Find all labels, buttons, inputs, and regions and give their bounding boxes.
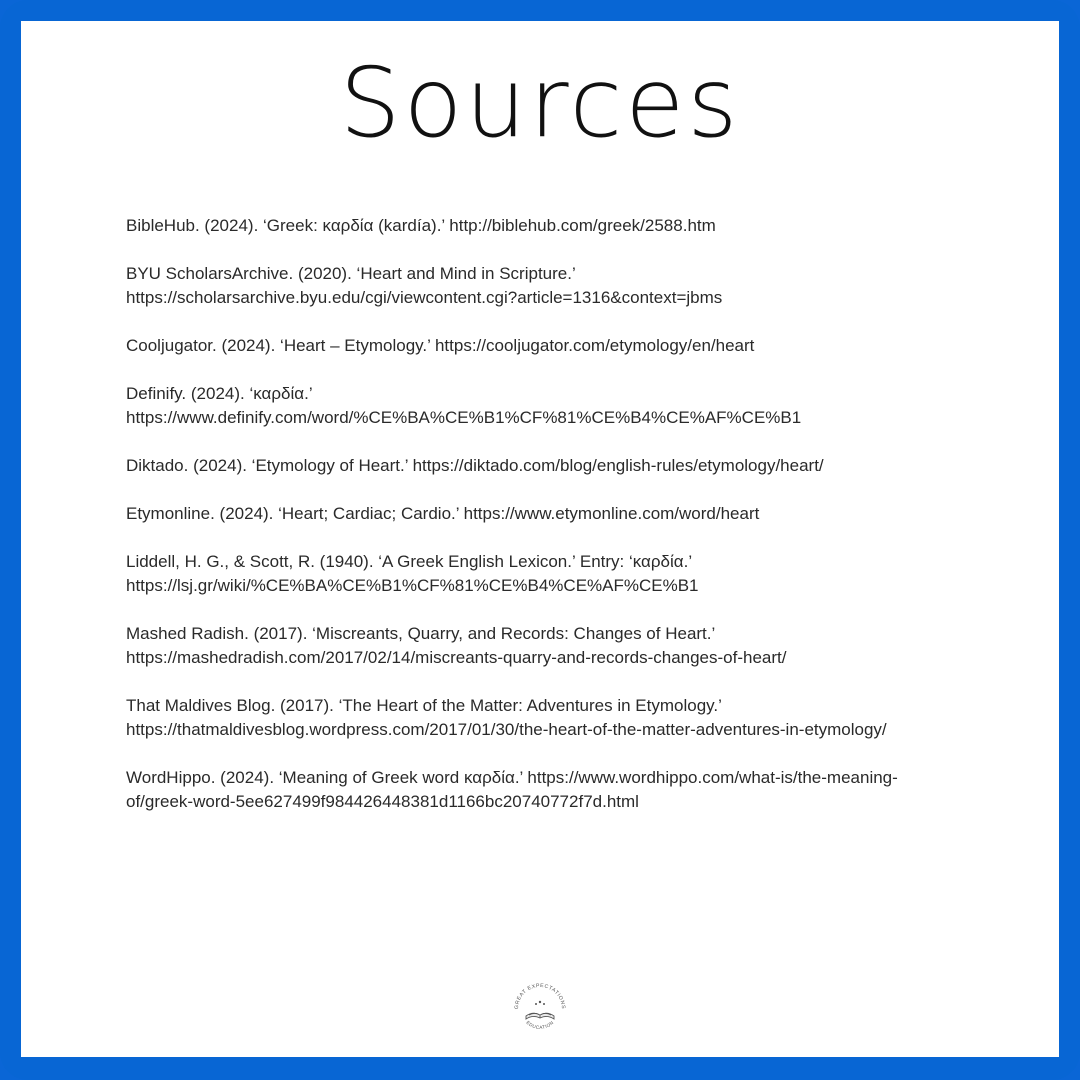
source-url[interactable]: https://lsj.gr/wiki/%CE%BA%CE%B1%CF%81%CE%B4%CE%AF%CE%B1	[126, 576, 699, 595]
source-url[interactable]: https://mashedradish.com/2017/02/14/miscreants-quarry-and-records-changes-of-heart/	[126, 648, 787, 667]
source-entry-liddell-scott	[126, 550, 956, 598]
logo-top-text: GREAT EXPECTATIONS	[513, 982, 567, 1010]
source-citation: Definify. (2024). ‘καρδία.’	[126, 384, 313, 403]
source-entry-maldives-blog	[126, 694, 956, 742]
svg-text:EDUCATION	[525, 1020, 554, 1030]
great-expectations-logo	[509, 976, 571, 1038]
source-entry-definify	[126, 382, 956, 430]
source-url[interactable]: https://thatmaldivesblog.wordpress.com/2017/01/30/the-heart-of-the-matter-adventures-in-etymology/	[126, 720, 887, 739]
source-text: Etymonline. (2024). ‘Heart; Cardiac; Cardio.’ https://www.etymonline.com/word/heart	[126, 504, 760, 523]
sources-list	[126, 214, 956, 838]
source-text: Cooljugator. (2024). ‘Heart – Etymology.’ https://cooljugator.com/etymology/en/heart	[126, 336, 755, 355]
source-entry-mashed-radish	[126, 622, 956, 670]
source-entry-etymonline	[126, 502, 956, 526]
source-text: BibleHub. (2024). ‘Greek: καρδία (kardía).’ http://biblehub.com/greek/2588.htm	[126, 216, 716, 235]
star-icon	[535, 1001, 545, 1005]
source-entry-cooljugator	[126, 334, 956, 358]
source-citation: Liddell, H. G., & Scott, R. (1940). ‘A Greek English Lexicon.’ Entry: ‘καρδία.’	[126, 552, 693, 571]
source-text: WordHippo. (2024). ‘Meaning of Greek word καρδία.’ https://www.wordhippo.com/what-is/the-meaning-of/greek-word-5ee627499f984426448381d1166bc20740772f7d.html	[126, 768, 898, 811]
source-url[interactable]: https://www.definify.com/word/%CE%BA%CE%B1%CF%81%CE%B4%CE%AF%CE%B1	[126, 408, 802, 427]
logo-bottom-text: EDUCATION	[525, 1019, 555, 1030]
source-entry-byu	[126, 262, 956, 310]
source-citation: That Maldives Blog. (2017). ‘The Heart of the Matter: Adventures in Etymology.’	[126, 696, 722, 715]
source-url[interactable]: https://scholarsarchive.byu.edu/cgi/viewcontent.cgi?article=1316&context=jbms	[126, 288, 723, 307]
source-entry-diktado	[126, 454, 956, 478]
source-entry-biblehub	[126, 214, 956, 238]
open-book-icon	[526, 1013, 554, 1019]
source-citation: Mashed Radish. (2017). ‘Miscreants, Quarry, and Records: Changes of Heart.’	[126, 624, 716, 643]
source-text: Diktado. (2024). ‘Etymology of Heart.’ https://diktado.com/blog/english-rules/etymology/heart/	[126, 456, 824, 475]
source-citation: BYU ScholarsArchive. (2020). ‘Heart and Mind in Scripture.’	[126, 264, 576, 283]
content-panel	[21, 21, 1059, 1057]
source-entry-wordhippo	[126, 766, 956, 814]
page-title: Sources	[339, 47, 741, 159]
svg-text:GREAT EXPECTATIONS	[514, 983, 566, 1010]
